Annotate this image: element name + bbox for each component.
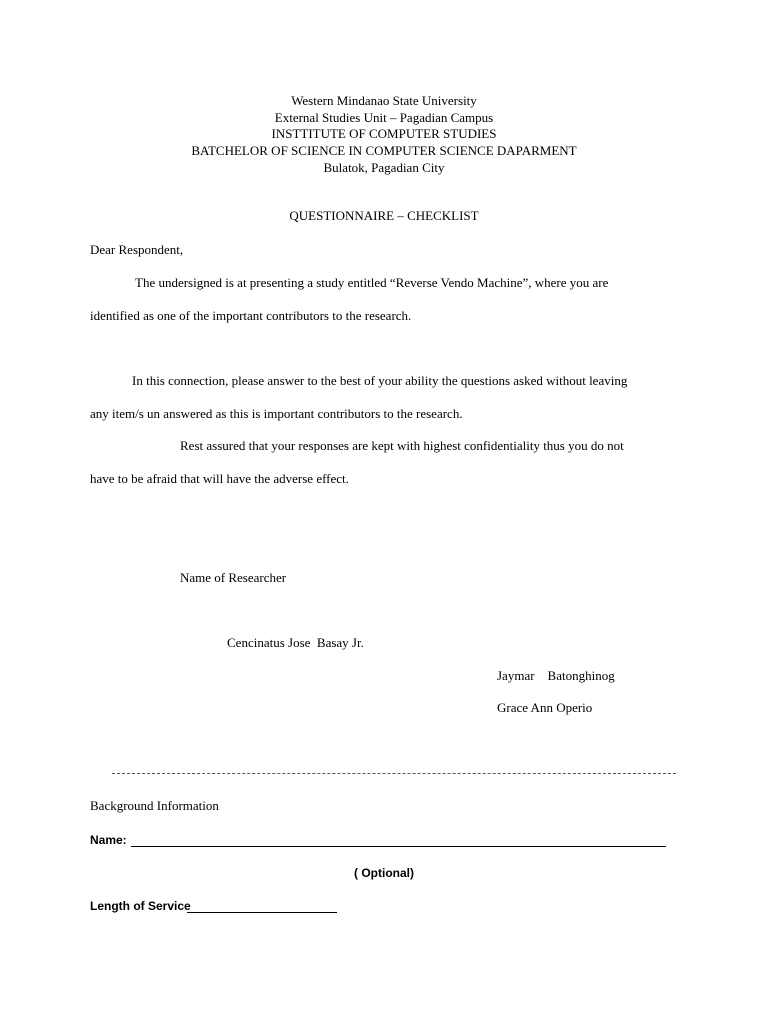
name-field[interactable] [131,834,666,847]
university-name: Western Mindanao State University [291,93,477,108]
document-title: QUESTIONNAIRE – CHECKLIST [289,208,479,223]
optional-note: ( Optional) [354,866,414,880]
researcher-name-1: Cencinatus Jose Basay Jr. [227,635,364,650]
address: Bulatok, Pagadian City [323,160,445,175]
length-of-service-label: Length of Service [90,899,191,913]
department-name: BATCHELOR OF SCIENCE IN COMPUTER SCIENCE DAPARMENT [191,143,577,158]
paragraph-2-line-2: any item/s un answered as this is important contributors to the research. [90,406,463,421]
paragraph-1-line-2: identified as one of the important contributors to the research. [90,308,412,323]
background-info-heading: Background Information [90,798,219,813]
researcher-heading: Name of Researcher [180,570,287,585]
researcher-name-3: Grace Ann Operio [497,700,593,715]
section-divider [112,773,676,774]
paragraph-1-line-1: The undersigned is at presenting a study entitled “Reverse Vendo Machine”, where you are [135,275,609,290]
salutation: Dear Respondent, [90,242,184,257]
length-of-service-field[interactable] [187,900,337,913]
institute-name: INSTTITUTE OF COMPUTER STUDIES [271,126,497,141]
campus-unit: External Studies Unit – Pagadian Campus [274,110,494,125]
paragraph-3-line-1: Rest assured that your responses are kept with highest confidentiality thus you do not [180,438,624,453]
name-label: Name: [90,833,127,847]
researcher-name-2: Jaymar Batonghinog [497,668,615,683]
paragraph-2-line-1: In this connection, please answer to the best of your ability the questions asked without leaving [132,373,628,388]
paragraph-3-line-2: have to be afraid that will have the adverse effect. [90,471,349,486]
